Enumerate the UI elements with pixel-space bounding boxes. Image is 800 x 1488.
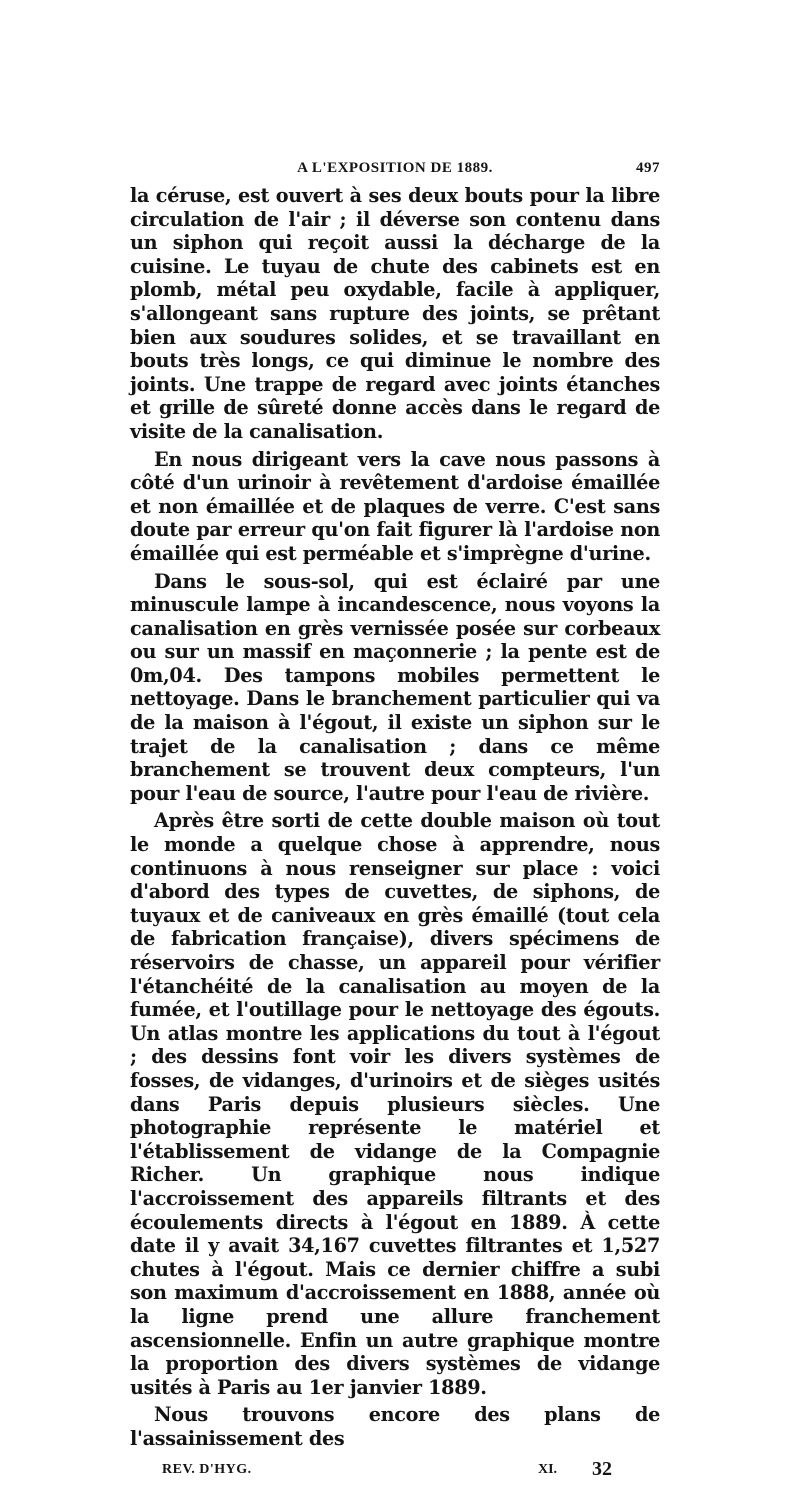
page-header — [130, 150, 660, 184]
paragraph: la céruse, est ouvert à ses deux bouts pour la libre circulation de l'air ; il déverse son contenu dans un siphon qui reçoit aussi la décharge de la cuisine. Le tuyau de chute des cabinets est en plomb, métal peu oxydable, facile à appliquer, s'allongeant sans rupture des joints, se prêtant bien aux soudures solides, et se travaillant en bouts très longs, ce qui diminue le nombre des joints. Une trappe de regard avec joints étanches et grille de sûreté donne accès dans le regard de visite de la canalisation. — [130, 184, 660, 443]
paragraph: Dans le sous-sol, qui est éclairé par une minuscule lampe à incandescence, nous voyons la canalisation en grès vernissée posée sur corbeaux ou sur un massif en maçonnerie ; la pente est de 0m,04. Des tampons mobiles permettent le nettoyage. Dans le branchement particulier qui va de la maison à l'égout, il existe un siphon sur le trajet de la canalisation ; dans ce même branchement se trouvent deux compteurs, l'un pour l'eau de source, l'autre pour l'eau de rivière. — [130, 569, 660, 805]
sheet-number: 32 — [592, 1458, 612, 1481]
volume-number: XI. — [538, 1462, 558, 1478]
paragraph: En nous dirigeant vers la cave nous passons à côté d'un urinoir à revêtement d'ardoise émaillée et non émaillée et de plaques de verre. C'est sans doute par erreur qu'on fait figurer là l'ardoise non émaillée qui est perméable et s'imprègne d'urine. — [130, 447, 660, 565]
page-body — [130, 184, 660, 1450]
book-page — [130, 150, 660, 1488]
journal-signature: REV. D'HYG. — [162, 1462, 252, 1478]
paragraph: Après être sorti de cette double maison où tout le monde a quelque chose à apprendre, nous continuons à nous renseigner sur place : voici d'abord des types de cuvettes, de siphons, de tuyaux et de caniveaux en grès émaillé (tout cela de fabrication française), divers spécimens de réservoirs de chasse, un appareil pour vérifier l'étanchéité de la canalisation au moyen de la fumée, et l'outillage pour le nettoyage des égouts. Un atlas montre les applications du tout à l'égout ; des dessins font voir les divers systèmes de fosses, de vidanges, d'urinoirs et de sièges usités dans Paris depuis plusieurs siècles. Une photographie représente le matériel et l'établissement de vidange de la Compagnie Richer. Un graphique nous indique l'accroissement des appareils filtrants et des écoulements directs à l'égout en 1889. À cette date il y avait 34,167 cuvettes filtrantes et 1,527 chutes à l'égout. Mais ce dernier chiffre a subi son maximum d'accroissement en 1888, année où la ligne prend une allure franchement ascensionnelle. Enfin un autre graphique montre la proportion des divers systèmes de vidange usités à Paris au 1er janvier 1889. — [130, 809, 660, 1399]
running-title: A L'EXPOSITION DE 1889. — [297, 160, 493, 176]
paragraph: Nous trouvons encore des plans de l'assainissement des — [130, 1403, 660, 1450]
page-number: 497 — [636, 160, 660, 176]
page-footer — [130, 1458, 660, 1488]
